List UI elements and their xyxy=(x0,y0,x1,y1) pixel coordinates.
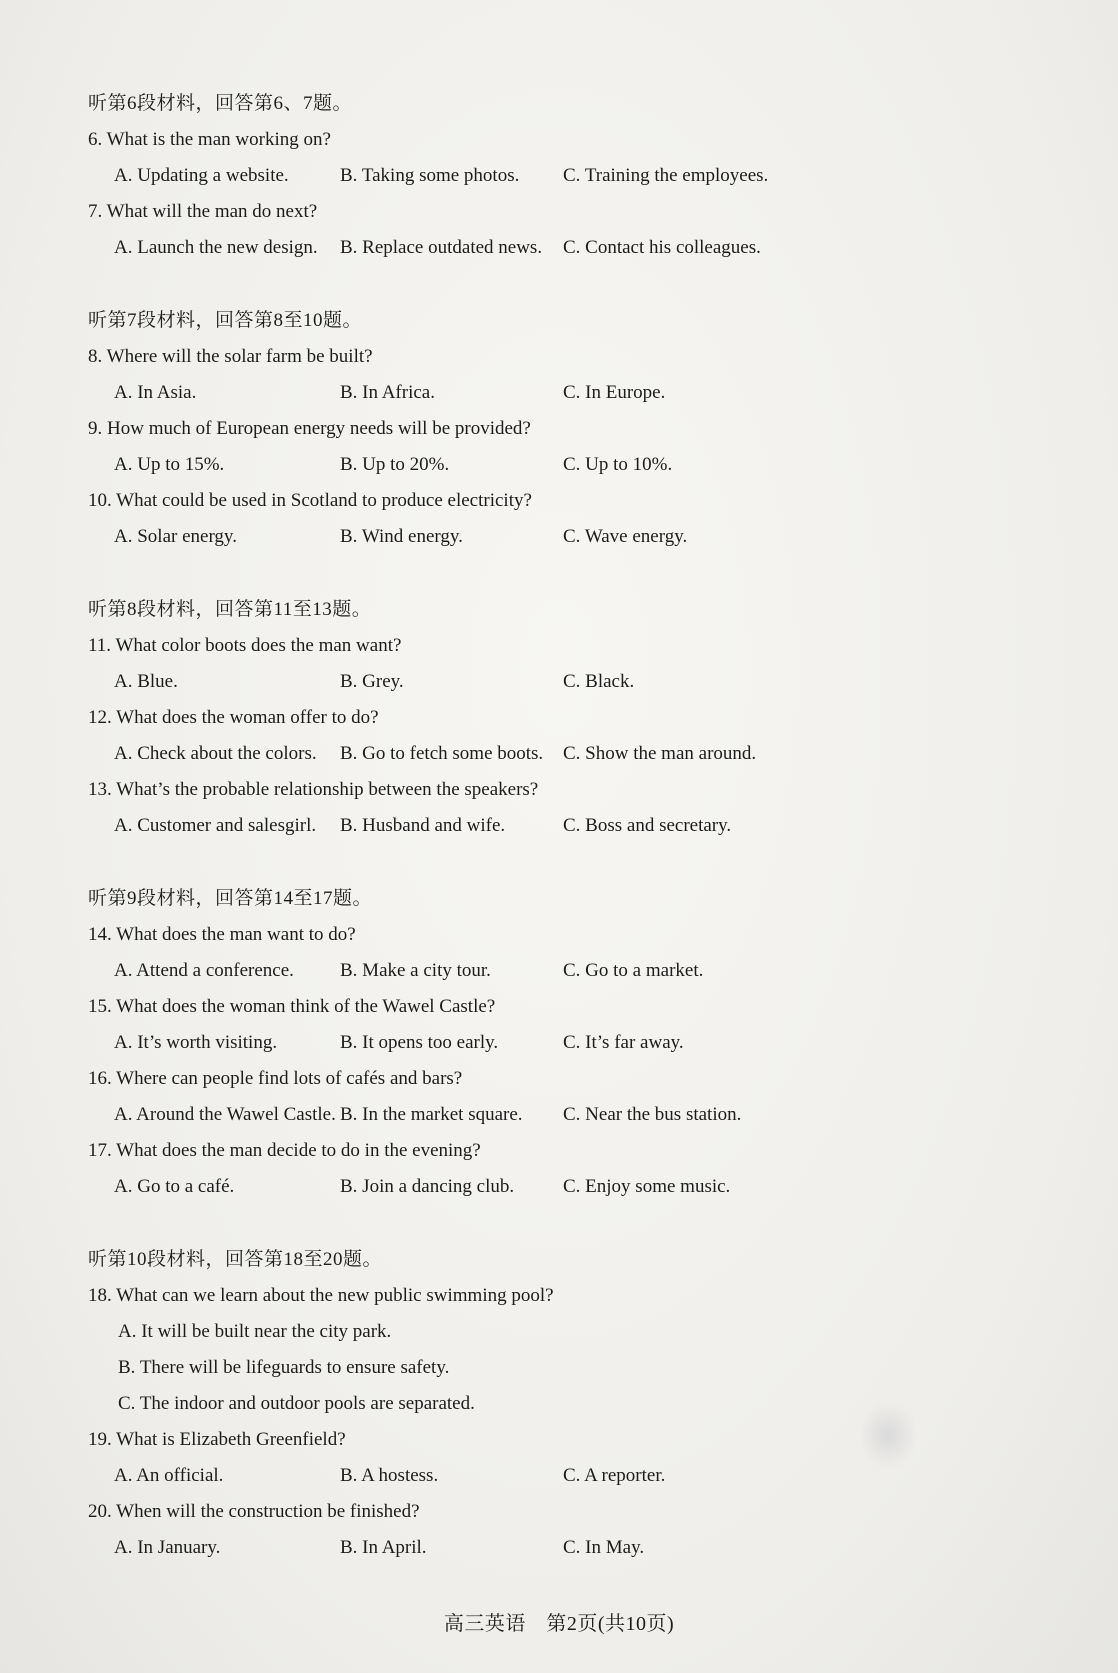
question-stem: 9. How much of European energy needs will be provided? xyxy=(88,418,531,439)
question xyxy=(88,1061,948,1133)
question xyxy=(88,339,948,411)
section-heading: 听第10段材料，回答第18至20题。 xyxy=(88,1249,383,1270)
section-heading: 听第6段材料，回答第6、7题。 xyxy=(88,93,353,114)
option-a: A. Solar energy. xyxy=(114,526,237,547)
option-b: B. Wind energy. xyxy=(340,526,463,547)
answer-options xyxy=(88,519,948,555)
option-a: A. In Asia. xyxy=(114,382,197,403)
question-stem: 15. What does the woman think of the Wawel Castle? xyxy=(88,996,496,1017)
option-a: A. Blue. xyxy=(114,671,178,692)
question xyxy=(88,194,948,266)
question-stem: 7. What will the man do next? xyxy=(88,201,318,222)
page-footer: 高三英语 第2页(共10页) xyxy=(443,1613,675,1635)
option-c: C. Show the man around. xyxy=(563,743,757,764)
option-a: A. It’s worth visiting. xyxy=(114,1032,278,1053)
answer-options xyxy=(88,447,948,483)
option-c: C. Wave energy. xyxy=(563,526,688,547)
option-a: A. It will be built near the city park. xyxy=(118,1321,392,1342)
question xyxy=(88,917,948,989)
question-stem: 13. What’s the probable relationship between the speakers? xyxy=(88,779,539,800)
question xyxy=(88,989,948,1061)
option-a: A. Around the Wawel Castle. xyxy=(114,1104,336,1125)
option-c: C. In May. xyxy=(563,1537,645,1558)
question-stem: 8. Where will the solar farm be built? xyxy=(88,346,373,367)
option-c: C. Boss and secretary. xyxy=(563,815,732,836)
option-c: C. Near the bus station. xyxy=(563,1104,742,1125)
option-b: B. Go to fetch some boots. xyxy=(340,743,544,764)
answer-options xyxy=(88,1097,948,1133)
option-b: B. Make a city tour. xyxy=(340,960,491,981)
question xyxy=(88,772,948,844)
option-b: B. In the market square. xyxy=(340,1104,523,1125)
option-b: B. A hostess. xyxy=(340,1465,439,1486)
option-a: A. Launch the new design. xyxy=(114,237,318,258)
option-b: B. In Africa. xyxy=(340,382,435,403)
option-b: B. Up to 20%. xyxy=(340,454,450,475)
answer-options xyxy=(88,375,948,411)
option-a: A. An official. xyxy=(114,1465,224,1486)
option-a: A. Attend a conference. xyxy=(114,960,294,981)
option-b: B. Grey. xyxy=(340,671,404,692)
option-c: C. The indoor and outdoor pools are separated. xyxy=(118,1393,475,1414)
listening-section xyxy=(88,86,948,1603)
question xyxy=(88,411,948,483)
option-a: A. Go to a café. xyxy=(114,1176,235,1197)
option-a: A. Customer and salesgirl. xyxy=(114,815,317,836)
option-a: A. Updating a website. xyxy=(114,165,289,186)
option-b: B. There will be lifeguards to ensure safety. xyxy=(118,1357,450,1378)
answer-options xyxy=(88,736,948,772)
listening-passage-section xyxy=(88,592,948,844)
answer-options xyxy=(88,230,948,266)
option-c: C. Up to 10%. xyxy=(563,454,673,475)
option-b: B. Taking some photos. xyxy=(340,165,520,186)
question xyxy=(88,700,948,772)
option-c: C. Black. xyxy=(563,671,635,692)
section-heading: 听第9段材料，回答第14至17题。 xyxy=(88,888,373,909)
answer-options xyxy=(88,664,948,700)
answer-options xyxy=(88,953,948,989)
section-heading: 听第7段材料，回答第8至10题。 xyxy=(88,310,363,331)
option-b: B. Husband and wife. xyxy=(340,815,506,836)
listening-passage-section xyxy=(88,1242,948,1566)
answer-options xyxy=(88,1458,948,1494)
question-stem: 20. When will the construction be finished? xyxy=(88,1501,420,1522)
question-stem: 19. What is Elizabeth Greenfield? xyxy=(88,1429,346,1450)
question-stem: 12. What does the woman offer to do? xyxy=(88,707,379,728)
answer-options xyxy=(88,1530,948,1566)
question xyxy=(88,483,948,555)
answer-options xyxy=(88,158,948,194)
question xyxy=(88,628,948,700)
question xyxy=(88,1133,948,1205)
answer-options xyxy=(88,1025,948,1061)
option-a: A. Up to 15%. xyxy=(114,454,225,475)
question-stem: 18. What can we learn about the new public swimming pool? xyxy=(88,1285,554,1306)
option-b: B. In April. xyxy=(340,1537,427,1558)
question-stem: 11. What color boots does the man want? xyxy=(88,635,402,656)
answer-options xyxy=(88,1169,948,1205)
option-c: C. In Europe. xyxy=(563,382,666,403)
question xyxy=(88,122,948,194)
option-a: A. In January. xyxy=(114,1537,221,1558)
question-stem: 16. Where can people find lots of cafés and bars? xyxy=(88,1068,463,1089)
option-c: C. Enjoy some music. xyxy=(563,1176,731,1197)
listening-passage-section xyxy=(88,303,948,555)
option-b: B. It opens too early. xyxy=(340,1032,499,1053)
answer-options xyxy=(88,1314,948,1422)
answer-options xyxy=(88,808,948,844)
option-c: C. Go to a market. xyxy=(563,960,704,981)
option-c: C. It’s far away. xyxy=(563,1032,684,1053)
option-c: C. Training the employees. xyxy=(563,165,769,186)
question xyxy=(88,1278,948,1422)
question xyxy=(88,1422,948,1494)
section-heading: 听第8段材料，回答第11至13题。 xyxy=(88,599,372,620)
question-stem: 14. What does the man want to do? xyxy=(88,924,356,945)
option-b: B. Replace outdated news. xyxy=(340,237,543,258)
question-stem: 17. What does the man decide to do in the evening? xyxy=(88,1140,481,1161)
listening-passage-section xyxy=(88,881,948,1205)
question-stem: 10. What could be used in Scotland to produce electricity? xyxy=(88,490,532,511)
option-c: C. Contact his colleagues. xyxy=(563,237,761,258)
listening-passage-section xyxy=(88,86,948,266)
question xyxy=(88,1494,948,1566)
option-c: C. A reporter. xyxy=(563,1465,666,1486)
option-a: A. Check about the colors. xyxy=(114,743,317,764)
question-stem: 6. What is the man working on? xyxy=(88,129,331,150)
option-b: B. Join a dancing club. xyxy=(340,1176,515,1197)
